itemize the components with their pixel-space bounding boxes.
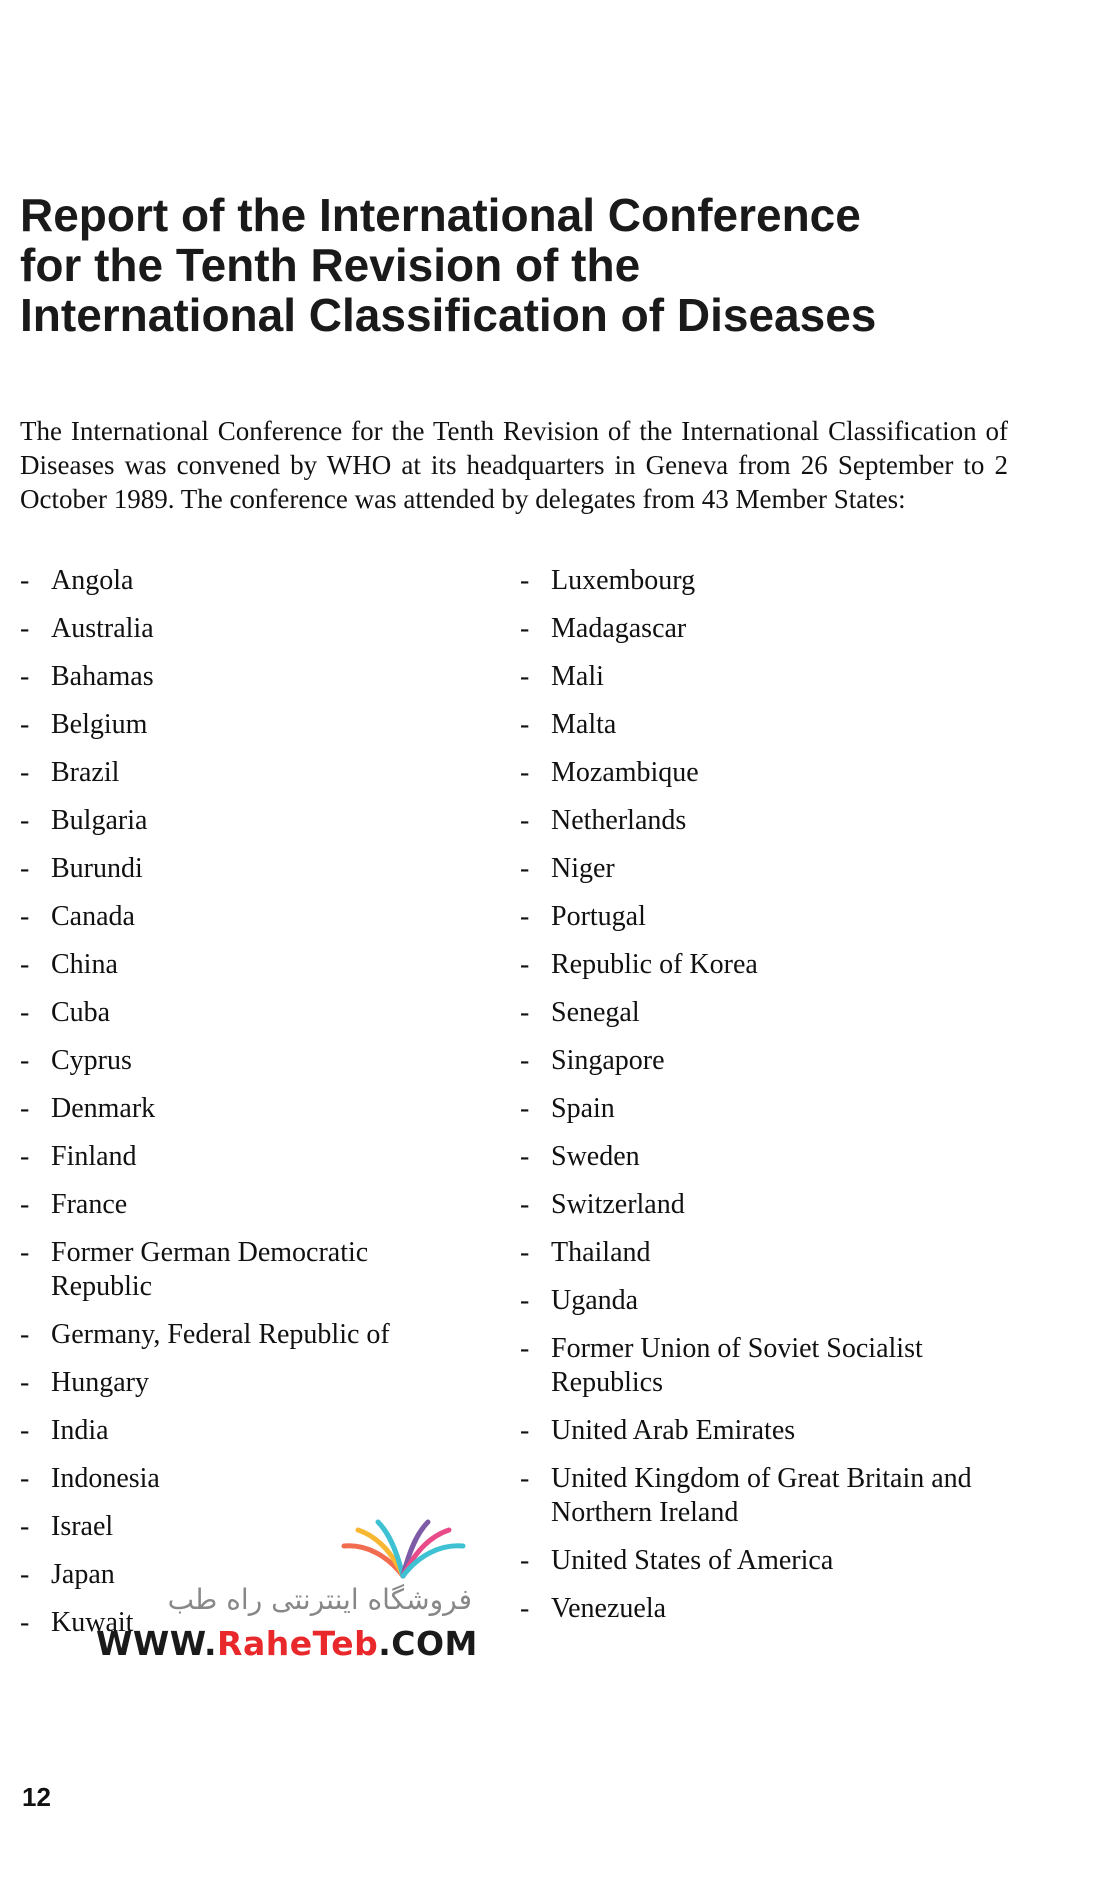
country-name: Sweden (551, 1141, 640, 1172)
list-marker: - (20, 1237, 30, 1268)
list-item (520, 708, 1020, 742)
list-item (520, 660, 1020, 694)
country-name: Kuwait (51, 1607, 134, 1638)
list-item (520, 1332, 1020, 1400)
country-name: Venezuela (551, 1593, 667, 1624)
country-name: Bulgaria (51, 805, 148, 836)
list-item (20, 804, 460, 838)
list-item (20, 1140, 460, 1174)
list-marker: - (520, 853, 530, 884)
list-marker: - (20, 949, 30, 980)
list-marker: - (20, 1511, 30, 1542)
list-item (20, 852, 460, 886)
list-item (520, 1592, 1020, 1626)
list-marker: - (20, 1367, 30, 1398)
list-item (520, 1544, 1020, 1578)
list-marker: - (520, 1463, 530, 1494)
country-name: Former Union of Soviet Socialist Republics (551, 1333, 923, 1398)
list-marker: - (20, 853, 30, 884)
list-item (520, 900, 1020, 934)
list-marker: - (520, 805, 530, 836)
url-suffix: .COM (378, 1624, 478, 1663)
list-marker: - (520, 1333, 530, 1364)
country-name: Singapore (551, 1045, 665, 1076)
list-marker: - (20, 1415, 30, 1446)
open-book-logo-icon (336, 1516, 471, 1586)
country-name: Switzerland (551, 1189, 685, 1220)
list-marker: - (520, 661, 530, 692)
country-name: China (51, 949, 118, 980)
country-name: Niger (551, 853, 615, 884)
country-name: Mali (551, 661, 604, 692)
country-name: Madagascar (551, 613, 687, 644)
list-marker: - (20, 1093, 30, 1124)
list-marker: - (520, 1593, 530, 1624)
country-name: Finland (51, 1141, 137, 1172)
country-name: Indonesia (51, 1463, 160, 1494)
list-marker: - (520, 949, 530, 980)
list-item (520, 1462, 1020, 1530)
list-item (20, 996, 460, 1030)
list-item (520, 1414, 1020, 1448)
country-name: Israel (51, 1511, 114, 1542)
list-item (520, 1092, 1020, 1126)
list-marker: - (520, 1415, 530, 1446)
country-name: United Arab Emirates (551, 1415, 796, 1446)
list-marker: - (520, 1545, 530, 1576)
list-marker: - (520, 1045, 530, 1076)
list-marker: - (20, 565, 30, 596)
country-name: United States of America (551, 1545, 834, 1576)
list-item (20, 660, 460, 694)
list-item (520, 852, 1020, 886)
list-item (20, 756, 460, 790)
country-name: Malta (551, 709, 617, 740)
url-prefix: WWW. (96, 1624, 218, 1663)
title-line: International Classification of Diseases (20, 289, 877, 341)
list-marker: - (20, 1045, 30, 1076)
country-name: Hungary (51, 1367, 149, 1398)
country-name: United Kingdom of Great Britain and Northern Ireland (551, 1463, 972, 1528)
list-marker: - (20, 901, 30, 932)
country-name: Canada (51, 901, 135, 932)
list-item (20, 1092, 460, 1126)
list-item (20, 1188, 460, 1222)
list-marker: - (520, 565, 530, 596)
watermark (96, 1516, 476, 1666)
list-marker: - (20, 1559, 30, 1590)
page-title (20, 190, 1020, 340)
list-item (520, 756, 1020, 790)
list-item (20, 564, 460, 598)
list-item (20, 948, 460, 982)
list-marker: - (520, 1237, 530, 1268)
list-item (520, 804, 1020, 838)
country-name: Germany, Federal Republic of (51, 1319, 390, 1350)
country-name: Uganda (551, 1285, 639, 1316)
list-item (20, 1462, 460, 1496)
list-marker: - (520, 901, 530, 932)
title-line: Report of the International Conference (20, 189, 861, 241)
list-item (20, 1236, 460, 1304)
country-name: Cuba (51, 997, 111, 1028)
list-marker: - (20, 1189, 30, 1220)
list-item (20, 1044, 460, 1078)
country-name: Cyprus (51, 1045, 132, 1076)
list-marker: - (20, 757, 30, 788)
list-marker: - (20, 1607, 30, 1638)
list-marker: - (20, 661, 30, 692)
list-item (520, 1140, 1020, 1174)
country-name: Japan (51, 1559, 115, 1590)
country-name: France (51, 1189, 128, 1220)
watermark-persian-text: فروشگاه اینترنتی راه طب (167, 1583, 472, 1616)
list-item (20, 1366, 460, 1400)
list-item (520, 1044, 1020, 1078)
country-name: Luxembourg (551, 565, 696, 596)
country-name: Denmark (51, 1093, 156, 1124)
list-marker: - (520, 757, 530, 788)
list-marker: - (520, 613, 530, 644)
country-name: Burundi (51, 853, 143, 884)
list-marker: - (520, 1093, 530, 1124)
intro-paragraph: The International Conference for the Tenth Revision of the International Classification of Diseases was convened by WHO at its headquarters in Geneva from 26 September to 2 October 1989. The conference was attended by delegates from 43 Member States: (20, 416, 1008, 514)
list-marker: - (20, 613, 30, 644)
list-marker: - (520, 709, 530, 740)
country-name: Bahamas (51, 661, 154, 692)
country-name: Former German Democratic Republic (51, 1237, 369, 1302)
country-name: India (51, 1415, 109, 1446)
country-name: Australia (51, 613, 154, 644)
list-item (20, 1318, 460, 1352)
page-number: 12 (22, 1782, 51, 1812)
list-item (520, 996, 1020, 1030)
list-item (520, 1284, 1020, 1318)
country-name: Angola (51, 565, 134, 596)
list-marker: - (20, 805, 30, 836)
country-name: Brazil (51, 757, 120, 788)
list-item (520, 1236, 1020, 1270)
list-item (520, 948, 1020, 982)
country-name: Spain (551, 1093, 615, 1124)
list-marker: - (520, 1189, 530, 1220)
country-name: Senegal (551, 997, 640, 1028)
list-item (520, 1188, 1020, 1222)
list-marker: - (520, 997, 530, 1028)
list-item (520, 564, 1020, 598)
country-name: Republic of Korea (551, 949, 758, 980)
list-item (520, 612, 1020, 646)
watermark-url (96, 1624, 478, 1664)
member-states-list-left (20, 564, 460, 1654)
list-marker: - (520, 1285, 530, 1316)
list-item (20, 1414, 460, 1448)
list-marker: - (20, 709, 30, 740)
list-item (20, 612, 460, 646)
title-line: for the Tenth Revision of the (20, 239, 641, 291)
member-states-list-right (520, 564, 1020, 1640)
country-name: Portugal (551, 901, 646, 932)
country-name: Mozambique (551, 757, 699, 788)
list-item (20, 900, 460, 934)
url-brand: RaheTeb (217, 1624, 379, 1663)
list-item (20, 708, 460, 742)
list-marker: - (20, 1141, 30, 1172)
country-name: Belgium (51, 709, 148, 740)
list-marker: - (520, 1141, 530, 1172)
list-marker: - (20, 1463, 30, 1494)
country-name: Thailand (551, 1237, 651, 1268)
list-marker: - (20, 1319, 30, 1350)
list-marker: - (20, 997, 30, 1028)
country-name: Netherlands (551, 805, 687, 836)
